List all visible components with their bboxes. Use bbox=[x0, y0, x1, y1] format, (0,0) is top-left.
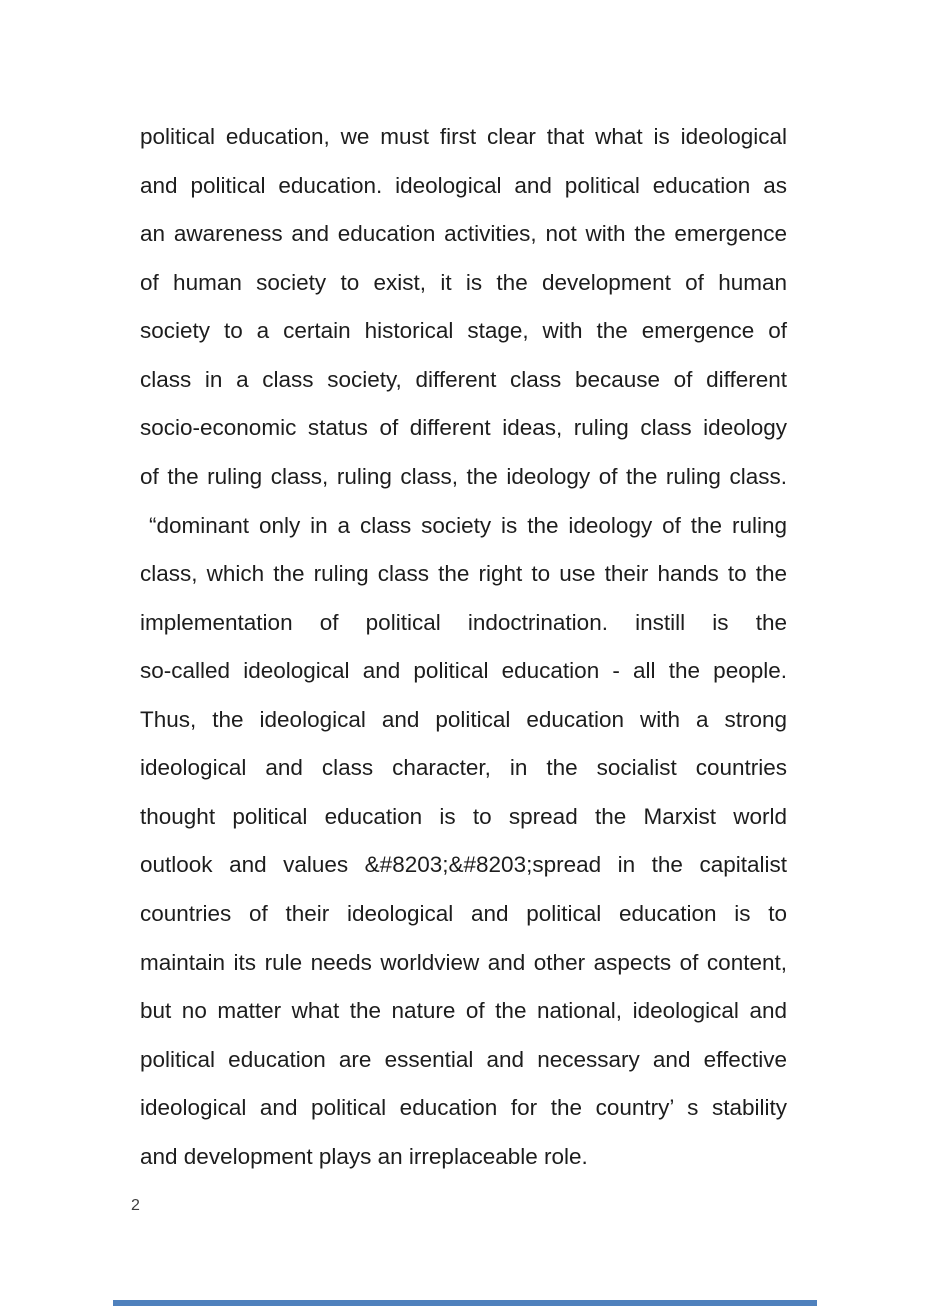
paragraph-1 bbox=[140, 113, 787, 502]
text-line-p2-6: ideological and class character, in the socialist countries bbox=[140, 755, 787, 781]
text-line-p1-1: political education, we must first clear that what is ideological bbox=[140, 124, 787, 149]
text-line-p2-4: so-called ideological and political education - all the people. bbox=[140, 658, 787, 684]
bottom-accent-bar bbox=[113, 1300, 817, 1306]
text-line-p1-3: an awareness and education activities, not with the emergence bbox=[140, 221, 787, 247]
text-line-p2-3: implementation of political indoctrination. instill is the bbox=[140, 609, 787, 635]
paragraph-2 bbox=[140, 502, 787, 1182]
text-line-p1-6: class in a class society, different class because of different bbox=[140, 366, 787, 392]
text-line-p2-13: ideological and political education for the country’ s stability bbox=[140, 1095, 787, 1121]
text-line-p2-1: “dominant only in a class society is the ideology of the ruling bbox=[149, 512, 787, 538]
text-line-p2-7: thought political education is to spread the Marxist world bbox=[140, 803, 787, 829]
text-line-p2-12: political education are essential and necessary and effective bbox=[140, 1046, 787, 1072]
text-line-p1-7: socio-economic status of different ideas, ruling class ideology bbox=[140, 415, 787, 441]
text-line-p2-11: but no matter what the nature of the national, ideological and bbox=[140, 998, 787, 1024]
page-number: 2 bbox=[131, 1197, 140, 1214]
text-line-p1-2: and political education. ideological and political education as bbox=[140, 172, 787, 198]
text-line-p2-9: countries of their ideological and political education is to bbox=[140, 901, 787, 926]
text-line-p1-4: of human society to exist, it is the development of human bbox=[140, 269, 787, 295]
text-line-p2-5: Thus, the ideological and political education with a strong bbox=[140, 706, 787, 732]
text-line-p2-8: outlook and values &#8203;&#8203;spread in the capitalist bbox=[140, 852, 787, 878]
text-column bbox=[140, 113, 787, 1181]
text-line-p2-10: maintain its rule needs worldview and other aspects of content, bbox=[140, 949, 787, 975]
text-line-p2-14: and development plays an irreplaceable role. bbox=[140, 1143, 588, 1169]
text-line-p1-5: society to a certain historical stage, with the emergence of bbox=[140, 318, 787, 344]
text-line-p2-2: class, which the ruling class the right to use their hands to the bbox=[140, 561, 787, 587]
text-line-p1-8: of the ruling class, ruling class, the ideology of the ruling class. bbox=[140, 463, 787, 489]
